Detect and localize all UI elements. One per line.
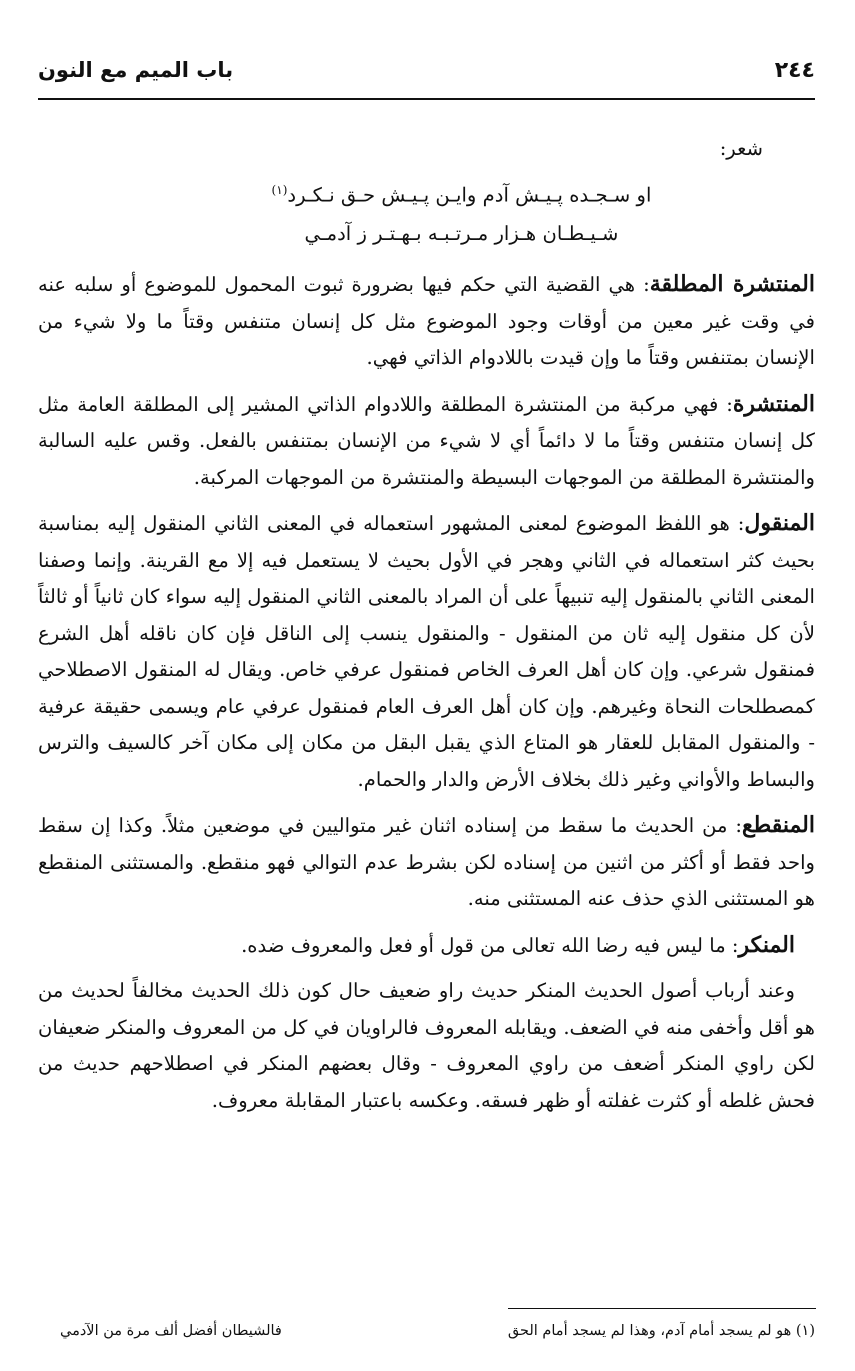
entry-munqati bbox=[38, 807, 815, 918]
page-body bbox=[38, 130, 815, 1119]
entry-term: المنقطع bbox=[741, 812, 815, 838]
footnote-text-right: (١) هو لم يسجد أمام آدم، وهذا لم يسجد أمام الحق bbox=[507, 1323, 815, 1339]
entry-definition: : من الحديث ما سقط من إسناده اثنان غير متواليين في موضعين مثلاً. وكذا إن سقط واحد فقط أو أكثر من اثنين من إسناده لكن بشرط عدم التوالي فهو منقطع. والمستثنى المنقطع هو المستثنى الذي حذف عنه المستثنى منه. bbox=[38, 814, 815, 910]
closing-paragraph: وعند أرباب أصول الحديث المنكر حديث راو ضعيف حال كون ذلك الحديث مخالفاً لحديث من هو أقل وأخفى منه في الضعف. ويقابله المعروف فالراويان في كل من المعروف والمنكر ضعيفان لكن راوي المنكر أضعف من راوي المعروف - وقال بعضهم المنكر في اصطلاحهم حديث من فحش غلطه أو كثرت غفلته أو ظهر فسقه. وعكسه باعتبار المقابلة معروف. bbox=[38, 979, 815, 1112]
header-divider bbox=[38, 98, 815, 100]
footnote-marker: (١) bbox=[271, 183, 288, 197]
poem-line-1 bbox=[38, 168, 815, 212]
entry-definition: : هي القضية التي حكم فيها بضرورة ثبوت المحمول للموضوع أو سلبه عنه في وقت غير معين من أوقات وجود الموضوع مثل كل إنسان متنفس وقتاً ما ولا شيء من الإنسان بمتنفس وقتاً ما وإن قيدت باللادوام الذاتي فهي. bbox=[38, 273, 815, 369]
poem-line-2: شـيـطـان هـزار مـرتـبـه بـهـتـر ز آدمـي bbox=[304, 222, 619, 245]
entry-term: المنتشرة المطلقة bbox=[649, 271, 815, 297]
footnote-divider bbox=[508, 1308, 816, 1309]
entry-definition: : ما ليس فيه رضا الله تعالى من قول أو فعل والمعروف ضده. bbox=[241, 933, 739, 957]
entry-term: المنتشرة bbox=[732, 390, 815, 417]
entry-definition: : فهي مركبة من المنتشرة المطلقة واللادوام الذاتي المشير إلى المطلقة العامة مثل كل إنسان متنفس وقتاً ما لا دائماً أي لا شيء من الإنسان بمتنفس بالفعل. وقس عليه السالبة والمنتشرة المطلقة من الموجهات البسيطة والمنتشرة من الموجهات المركبة. bbox=[38, 392, 815, 489]
chapter-title: باب الميم مع النون bbox=[38, 58, 234, 82]
poem-line-1-text: او سـجـده پـيـش آدم وايـن پـيـش حـق نـكـرد bbox=[287, 183, 652, 207]
entry-term: المنقول bbox=[744, 510, 815, 536]
entry-manqul bbox=[38, 505, 815, 798]
entry-definition: : هو اللفظ الموضوع لمعنى المشهور استعماله في المعنى الثاني المنقول إليه بمناسبة بحيث كثر استعماله في الثاني وهجر في الأول بحيث لا يستعمل فيه إلا مع القرينة. وإنما وصفنا المعنى الثاني بالمنقول إليه تنبيهاً على أن المراد بالمعنى الثاني المنقول إليه سواء كان ثانياً أو ثالثاً لأن كل منقول إليه ثان من المنقول - والمنقول ينسب إلى الناقل فإن كان ناقله أهل الشرع فمنقول شرعي. وإن كان أهل العرف الخاص فمنقول عرفي خاص. ويقال له المنقول الاصطلاحي كمصطلحات النحاة وغيرهم. وإن كان أهل العرف العام فمنقول عرفي عام ويسمى حقيقة عرفية - والمنقول المقابل للعقار هو المتاع الذي يقبل البقل من مكان إلى مكان آخر كالسيف والترس والبساط والأواني وغير ذلك بخلاف الأرض والدار والحمام. bbox=[38, 512, 815, 791]
entry-munkar bbox=[38, 927, 815, 965]
running-header bbox=[38, 58, 815, 98]
poem-label: شعر: bbox=[719, 137, 763, 160]
entry-term: المنكر bbox=[738, 931, 795, 958]
entry-muntashira-mutlaqa bbox=[38, 266, 815, 377]
entry-muntashira bbox=[38, 386, 815, 497]
footnote-text-left: فالشيطان أفضل ألف مرة من الآدمي bbox=[60, 1323, 282, 1339]
page-number: ٢٤٤ bbox=[774, 58, 815, 83]
